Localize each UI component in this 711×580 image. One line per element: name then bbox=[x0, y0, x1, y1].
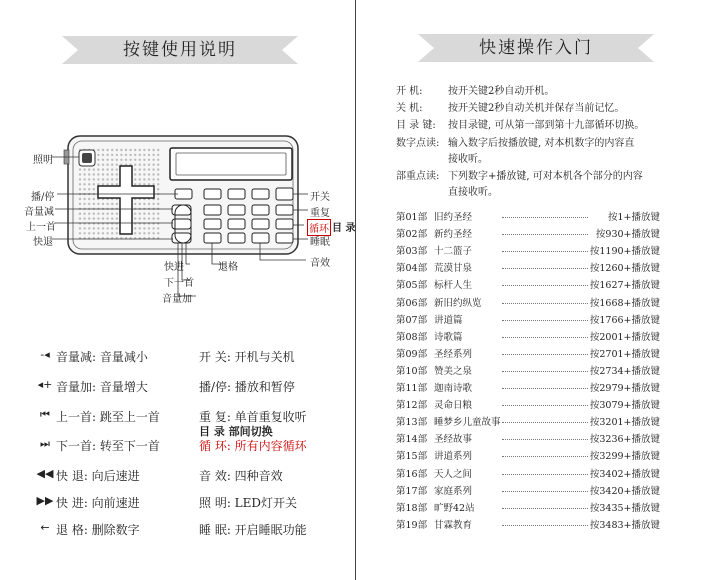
fast-forward-icon: ▶▶ bbox=[36, 494, 54, 507]
label-rewind: 快退 bbox=[33, 237, 53, 248]
legend-text: 音量加: 音量增大 bbox=[56, 380, 148, 394]
toc-name: 睡梦乡儿童故事 bbox=[434, 417, 501, 429]
key-9[interactable] bbox=[252, 219, 269, 229]
toc-leader bbox=[502, 234, 588, 235]
guide-desc: 接收听。 bbox=[448, 154, 488, 165]
toc-leader bbox=[502, 491, 588, 492]
toc-leader bbox=[502, 303, 588, 304]
toc-part: 第15部 bbox=[396, 451, 428, 463]
guide-line bbox=[396, 116, 644, 131]
toc-row bbox=[396, 466, 660, 480]
toc-row bbox=[396, 397, 660, 411]
label-back: 退格 bbox=[218, 262, 238, 273]
toc-key: 按930+播放键 bbox=[595, 229, 660, 241]
toc-leader bbox=[502, 405, 588, 406]
guide-line bbox=[396, 134, 634, 149]
legend-right-item: 音 效: 四种音效 bbox=[199, 469, 283, 483]
toc-key: 按3483+播放键 bbox=[589, 519, 660, 531]
volume-up-icon: ◂+ bbox=[37, 378, 53, 391]
toc-key: 按3299+播放键 bbox=[589, 451, 660, 463]
toc-leader bbox=[502, 439, 588, 440]
toc-part: 第06部 bbox=[396, 297, 428, 309]
toc-key: 按3435+播放键 bbox=[589, 502, 660, 514]
legend-right-item: 睡 眠: 开启睡眠功能 bbox=[199, 523, 307, 537]
guide-line bbox=[396, 150, 488, 165]
key-0[interactable] bbox=[228, 233, 245, 243]
key-back[interactable] bbox=[204, 233, 221, 243]
guide-key: 数字点读: bbox=[396, 138, 440, 149]
toc-part: 第08部 bbox=[396, 331, 428, 343]
previous-track-icon: ⏮ bbox=[40, 408, 50, 421]
toc-leader bbox=[502, 217, 588, 218]
toc-key: 按2701+播放键 bbox=[589, 348, 660, 360]
toc-part: 第09部 bbox=[396, 348, 428, 360]
toc-part: 第10部 bbox=[396, 365, 428, 377]
guide-desc: 按开关键2秒自动关机并保存当前记忆。 bbox=[448, 103, 625, 114]
legend-right-item: 重 复: 单首重复收听 bbox=[199, 410, 307, 424]
label-vol-down: 音量减 bbox=[24, 207, 54, 218]
label-sleep: 睡眠 bbox=[310, 237, 330, 248]
toc-leader bbox=[502, 456, 588, 457]
guide-line bbox=[396, 82, 554, 97]
toc-leader bbox=[502, 422, 588, 423]
label-repeat: 重复 bbox=[310, 208, 330, 219]
label-prev: 上一首 bbox=[26, 222, 56, 233]
toc-name: 荒漠甘泉 bbox=[434, 263, 473, 275]
guide-desc: 输入数字后按播放键, 对本机数字的内容直 bbox=[448, 138, 635, 149]
guide-desc: 按开关键2秒自动开机。 bbox=[448, 86, 555, 97]
key-7[interactable] bbox=[204, 219, 221, 229]
toc-key: 按2001+播放键 bbox=[589, 331, 660, 343]
legend-right-item: 开 关: 开机与关机 bbox=[199, 350, 295, 364]
toc-part: 第12部 bbox=[396, 400, 428, 412]
toc-leader bbox=[502, 371, 588, 372]
toc-row bbox=[396, 277, 660, 291]
toc-row bbox=[396, 500, 660, 514]
label-play-pause: 播/停 bbox=[31, 192, 55, 203]
guide-key: 开 机: bbox=[396, 86, 423, 97]
toc-name: 诗歌篇 bbox=[434, 331, 463, 343]
backspace-icon: ← bbox=[40, 521, 50, 534]
key-5[interactable] bbox=[228, 205, 245, 215]
toc-name: 旧约圣经 bbox=[434, 212, 473, 223]
toc-row bbox=[396, 517, 660, 531]
key-3[interactable] bbox=[252, 189, 269, 199]
sleep-button[interactable] bbox=[276, 233, 293, 243]
toc-part: 第19部 bbox=[396, 519, 428, 531]
toc-name: 标杆人生 bbox=[434, 280, 473, 292]
toc-part: 第18部 bbox=[396, 502, 428, 514]
toc-key: 按1260+播放键 bbox=[589, 263, 660, 275]
toc-key: 按1627+播放键 bbox=[589, 280, 660, 292]
toc-row bbox=[396, 243, 660, 257]
toc-name: 圣经系列 bbox=[434, 348, 473, 360]
legend-text: 快 退: 向后速进 bbox=[56, 469, 140, 483]
key-4[interactable] bbox=[204, 205, 221, 215]
toc-row bbox=[396, 312, 660, 326]
legend-text: 快 进: 向前速进 bbox=[56, 496, 140, 510]
toc-name: 迦南诗歌 bbox=[434, 383, 473, 394]
toc-leader bbox=[502, 268, 588, 269]
toc-row bbox=[396, 363, 660, 377]
toc-key: 按3201+播放键 bbox=[589, 417, 660, 429]
loop-button[interactable] bbox=[276, 219, 293, 229]
toc-name: 新约圣经 bbox=[434, 229, 473, 241]
toc-key: 按3079+播放键 bbox=[589, 400, 660, 412]
toc-part: 第01部 bbox=[396, 212, 428, 223]
toc-leader bbox=[502, 354, 588, 355]
toc-part: 第03部 bbox=[396, 246, 428, 258]
toc-name: 天人之间 bbox=[434, 468, 473, 480]
toc-key: 按1+播放键 bbox=[607, 212, 660, 223]
legend-text: 上一首: 跳至上一首 bbox=[56, 410, 160, 424]
toc-part: 第16部 bbox=[396, 468, 428, 480]
toc-leader bbox=[502, 474, 588, 475]
toc-row bbox=[396, 346, 660, 360]
label-next: 下一首 bbox=[164, 278, 194, 289]
guide-key: 部重点读: bbox=[396, 171, 440, 182]
toc-row bbox=[396, 380, 660, 394]
toc-key: 按3402+播放键 bbox=[589, 468, 660, 480]
toc-row bbox=[396, 329, 660, 343]
toc-part: 第11部 bbox=[396, 383, 428, 394]
toc-key: 按1190+播放键 bbox=[589, 246, 660, 258]
toc-key: 按1766+播放键 bbox=[589, 314, 660, 326]
toc-leader bbox=[502, 251, 588, 252]
legend-right-item: 循 环: 所有内容循环 bbox=[199, 439, 307, 453]
key-2[interactable] bbox=[228, 189, 245, 199]
toc-row bbox=[396, 295, 660, 309]
right-title: 快速操作入门 bbox=[479, 38, 593, 58]
legend-text: 音量减: 音量减小 bbox=[56, 350, 148, 364]
label-vol-up: 音量加 bbox=[162, 294, 192, 305]
toc-part: 第14部 bbox=[396, 434, 428, 446]
toc-name: 讲道系列 bbox=[434, 451, 473, 463]
toc-leader bbox=[502, 320, 588, 321]
guide-key: 关 机: bbox=[396, 103, 423, 114]
toc-key: 按2979+播放键 bbox=[589, 383, 660, 394]
toc-part: 第04部 bbox=[396, 263, 428, 275]
label-sound: 音效 bbox=[310, 258, 330, 269]
toc-name: 灵命日粮 bbox=[434, 400, 473, 412]
legend-text: 下一首: 转至下一首 bbox=[56, 439, 160, 453]
key-6[interactable] bbox=[252, 205, 269, 215]
toc-key: 按2734+播放键 bbox=[589, 365, 660, 377]
label-loop: 循环 bbox=[307, 219, 331, 236]
toc-key: 按3420+播放键 bbox=[589, 485, 660, 497]
toc-part: 第02部 bbox=[396, 229, 428, 241]
toc-key: 按3236+播放键 bbox=[589, 434, 660, 446]
left-title: 按键使用说明 bbox=[123, 40, 237, 60]
guide-key: 目 录 键: bbox=[396, 120, 436, 131]
legend-right-item: 目 录 部间切换 bbox=[199, 425, 273, 438]
toc-leader bbox=[502, 285, 588, 286]
guide-desc: 直接收听。 bbox=[448, 187, 498, 198]
legend-right-item: 播/停: 播放和暂停 bbox=[199, 380, 295, 394]
toc-part: 第13部 bbox=[396, 417, 428, 429]
label-power: 开关 bbox=[310, 192, 330, 203]
toc-name: 十二篮子 bbox=[434, 246, 473, 258]
toc-row bbox=[396, 483, 660, 497]
right-title-banner bbox=[418, 30, 654, 66]
toc-leader bbox=[502, 388, 588, 389]
toc-name: 讲道篇 bbox=[434, 314, 463, 326]
lcd-inner bbox=[176, 153, 286, 175]
toc-row bbox=[396, 448, 660, 462]
light-icon bbox=[82, 153, 92, 163]
toc-row bbox=[396, 431, 660, 445]
page-divider bbox=[355, 0, 356, 580]
toc-name: 家庭系列 bbox=[434, 485, 473, 497]
toc-name: 旷野42站 bbox=[434, 502, 475, 514]
toc-name: 圣经故事 bbox=[434, 434, 473, 446]
toc-part: 第07部 bbox=[396, 314, 428, 326]
toc-leader bbox=[502, 525, 588, 526]
toc-row bbox=[396, 226, 660, 240]
volume-down-icon: -◂ bbox=[40, 348, 50, 361]
toc-row bbox=[396, 209, 660, 223]
toc-part: 第05部 bbox=[396, 280, 428, 292]
toc-leader bbox=[502, 337, 588, 338]
guide-desc: 按目录键, 可从第一部到第十九部循环切换。 bbox=[448, 120, 645, 131]
key-1[interactable] bbox=[204, 189, 221, 199]
toc-name: 赞美之泉 bbox=[434, 365, 473, 377]
label-forward: 快进 bbox=[164, 262, 184, 273]
key-8[interactable] bbox=[228, 219, 245, 229]
toc-name: 新旧约纵览 bbox=[434, 297, 482, 309]
rewind-icon: ◀◀ bbox=[36, 467, 54, 480]
power-button[interactable] bbox=[276, 188, 293, 200]
toc-name: 甘霖教育 bbox=[434, 519, 473, 531]
label-loop-extra: 目 录 bbox=[332, 223, 356, 234]
guide-line bbox=[396, 167, 643, 182]
sound-button[interactable] bbox=[252, 233, 269, 243]
toc-part: 第17部 bbox=[396, 485, 428, 497]
guide-line bbox=[396, 99, 624, 114]
guide-desc: 下列数字+播放键, 可对本机各个部分的内容 bbox=[448, 171, 643, 182]
next-track-icon: ⏭ bbox=[40, 437, 50, 450]
legend-text: 退 格: 删除数字 bbox=[56, 523, 140, 537]
toc-key: 按1668+播放键 bbox=[589, 297, 660, 309]
repeat-button[interactable] bbox=[276, 205, 293, 215]
toc-leader bbox=[502, 508, 588, 509]
legend-right-item: 照 明: LED灯开关 bbox=[199, 496, 298, 510]
label-light: 照明 bbox=[33, 155, 53, 166]
toc-row bbox=[396, 414, 660, 428]
guide-line bbox=[396, 183, 498, 198]
toc-row bbox=[396, 260, 660, 274]
